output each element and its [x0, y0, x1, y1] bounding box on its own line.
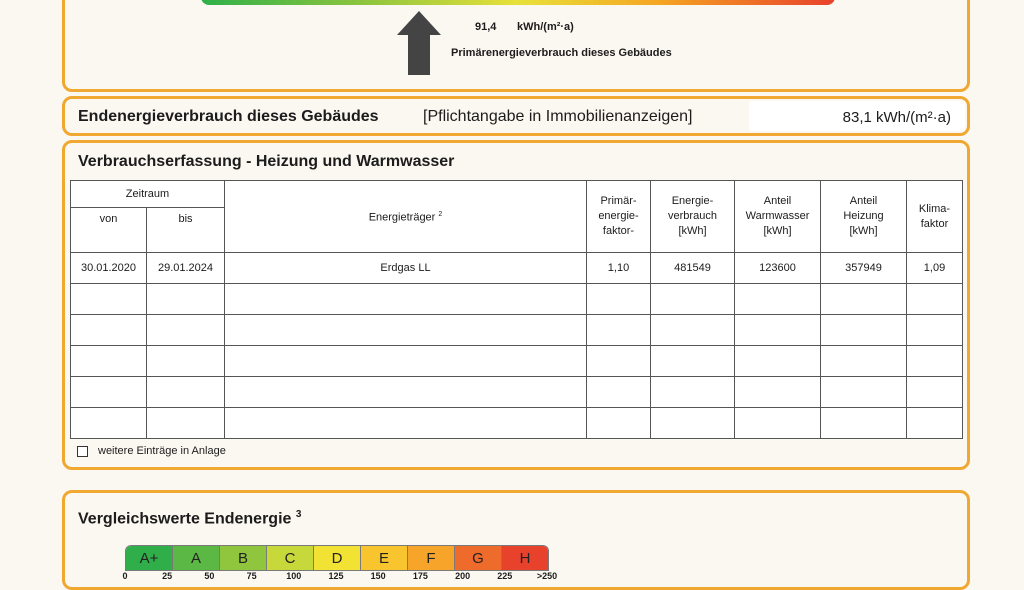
header-anteil-heizung: Anteil Heizung [kWh]	[821, 181, 907, 253]
scale-tick-label: 175	[412, 571, 428, 581]
primary-energy-caption: Primärenergieverbrauch dieses Gebäudes	[451, 47, 672, 59]
final-energy-value: 83,1 kWh/(m²·a)	[842, 109, 951, 126]
scale-tick-label: 50	[204, 571, 215, 581]
cell-energietraeger: Erdgas LL	[225, 253, 587, 284]
indicator-arrow-icon	[397, 11, 441, 75]
header-anteil-warmwasser: Anteil Warmwasser [kWh]	[735, 181, 821, 253]
final-energy-panel	[62, 96, 970, 136]
table-row	[71, 377, 963, 408]
table-row	[71, 346, 963, 377]
final-energy-subtitle: [Pflichtangabe in Immobilienanzeigen]	[423, 108, 693, 125]
scale-tick-label: 0	[122, 571, 128, 581]
efficiency-class-h: H	[502, 546, 548, 570]
table-row	[71, 284, 963, 315]
efficiency-class-e: E	[361, 546, 408, 570]
final-energy-value-box	[749, 101, 965, 131]
scale-tick-label: 225	[497, 571, 513, 581]
header-energieverbrauch: Energie- verbrauch [kWh]	[651, 181, 735, 253]
final-energy-title: Endenergieverbrauch dieses Gebäudes	[78, 108, 379, 125]
header-zeitraum: Zeitraum	[71, 181, 225, 208]
scale-tick-label: 200	[455, 571, 471, 581]
comparison-title-footnote: 3	[295, 509, 302, 520]
efficiency-class-aplus: A+	[126, 546, 173, 570]
efficiency-class-c: C	[267, 546, 314, 570]
consumption-panel	[62, 140, 970, 470]
consumption-table	[70, 180, 963, 439]
more-entries-checkbox[interactable]	[77, 446, 88, 457]
table-row	[71, 253, 963, 284]
more-entries-label: weitere Einträge in Anlage	[98, 445, 226, 457]
scale-tick-label: 100	[286, 571, 302, 581]
header-von: von	[71, 208, 147, 253]
primary-energy-unit: kWh/(m²·a)	[517, 21, 574, 33]
efficiency-class-scale	[125, 545, 549, 571]
comparison-title: Vergleichswerte Endenergie $^3$	[78, 509, 302, 528]
cell-primaer: 1,10	[587, 253, 651, 284]
scale-tick-label: >250	[536, 571, 558, 581]
efficiency-class-a: A	[173, 546, 220, 570]
efficiency-class-b: B	[220, 546, 267, 570]
cell-verbrauch: 481549	[651, 253, 735, 284]
cell-warmwasser: 123600	[735, 253, 821, 284]
efficiency-class-d: D	[314, 546, 361, 570]
energy-scale-bar	[201, 0, 835, 5]
cell-bis: 29.01.2024	[147, 253, 225, 284]
scale-tick-label: 125	[328, 571, 344, 581]
primary-energy-value: 91,4	[475, 21, 497, 33]
scale-tick-label: 75	[246, 571, 257, 581]
consumption-title: Verbrauchserfassung - Heizung und Warmwasser	[78, 153, 455, 170]
more-entries-row	[77, 445, 226, 457]
cell-von: 30.01.2020	[71, 253, 147, 284]
header-primaerenergiefaktor: Primär- energie- faktor-	[587, 181, 651, 253]
scale-tick-label: 25	[162, 571, 173, 581]
scale-tick-label: 150	[370, 571, 386, 581]
primary-energy-panel	[62, 0, 970, 92]
table-row	[71, 315, 963, 346]
efficiency-scale-ticks	[122, 571, 558, 585]
header-klimafaktor: Klima- faktor	[907, 181, 963, 253]
header-energietraeger: Energieträger $^2$	[225, 181, 587, 253]
header-energietraeger-footnote: 2	[438, 211, 443, 219]
cell-klima: 1,09	[907, 253, 963, 284]
cell-heizung: 357949	[821, 253, 907, 284]
comparison-panel	[62, 490, 970, 590]
efficiency-class-g: G	[455, 546, 502, 570]
efficiency-class-f: F	[408, 546, 455, 570]
table-row	[71, 408, 963, 439]
header-bis: bis	[147, 208, 225, 253]
